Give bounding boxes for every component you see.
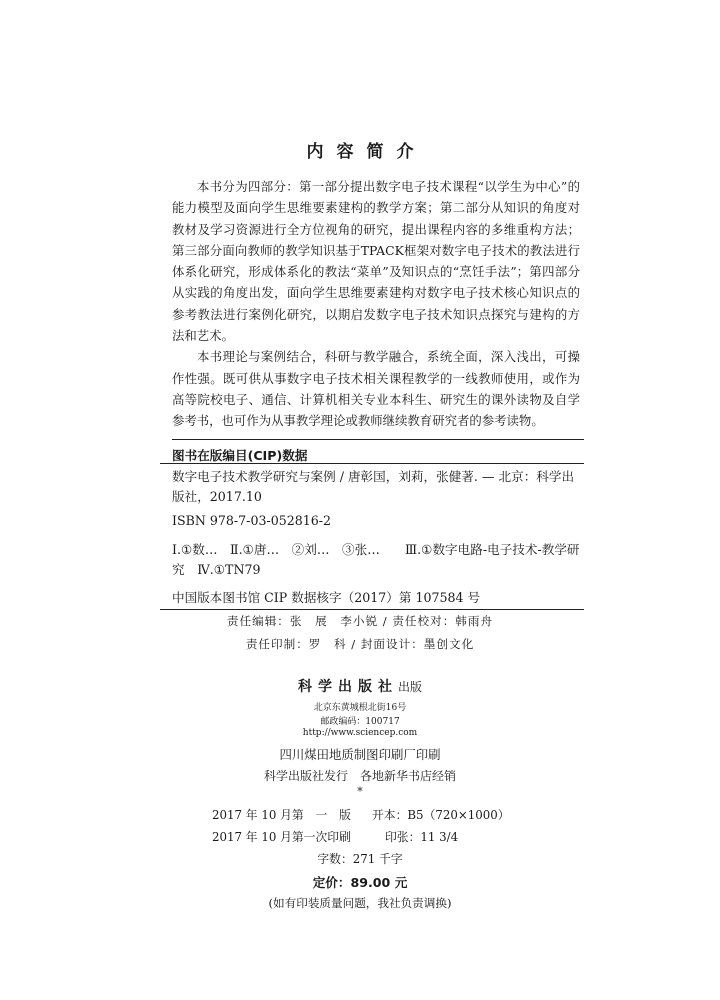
printed-sheets: 印张：11 3/4 [385, 830, 459, 844]
separator-asterisk: * [357, 785, 363, 798]
summary-body [172, 176, 580, 432]
cip-entry: 数字电子技术教学研究与案例 / 唐彰国，刘莉，张健著. — 北京：科学出版社，2017.10 [172, 469, 575, 504]
cip-heading: 图书在版编目(CIP)数据 [172, 448, 308, 463]
quality-note: (如有印装质量问题，我社负责调换) [268, 896, 452, 910]
cip-isbn: ISBN 978-7-03-052816-2 [172, 513, 332, 528]
word-count: 字数：271 千字 [317, 852, 403, 866]
publisher-suffix: 出版 [397, 680, 422, 694]
cip-bottom-rule [160, 609, 584, 610]
editor-credits: 责任编辑：张 展 李小锐 / 责任校对：韩雨舟 [226, 614, 494, 628]
cip-classification: Ⅰ.①数… Ⅱ.①唐… ②刘… ③张… Ⅲ.①数字电路-电子技术-教学研究 Ⅳ.①TN79 [172, 542, 580, 577]
price: 定价：89.00 元 [312, 875, 408, 890]
publisher-name: 科学出版社 [297, 679, 398, 695]
summary-paragraph-1: 本书分为四部分：第一部分提出数字电子技术课程“以学生为中心”的能力模型及面向学生思维要素建构的教学方案；第二部分从知识的角度对教材及学习资源进行全方位视角的研究，提出课程内容的多维重构方法；第三部分面向教师的教学知识基于TPACK框架对数字电子技术的教法进行体系化研究，形成体系化的教法“菜单”及知识点的“烹饪手法”；第四部分从实践的角度出发，面向学生思维要素建构对数字电子技术核心知识点的参考教法进行案例化研究，以期启发数字电子技术知识点探究与建构的方法和艺术。 [172, 179, 580, 344]
printer-line: 四川煤田地质制图印刷厂印刷 [279, 747, 441, 762]
distribution-line: 科学出版社发行 各地新华书店经销 [263, 769, 456, 783]
publisher-line [0, 676, 720, 696]
book-format: 开本：B5（720×1000） [372, 808, 510, 822]
summary-paragraph-2: 本书理论与案例结合，科研与教学融合，系统全面，深入浅出，可操作性强。既可供从事数字电子技术相关课程教学的一线教师使用，或作为高等院校电子、通信、计算机相关专业本科生、研究生的课外读物及自学参考书，也可作为从事教学理论或教师继续教育研究者的参考读物。 [172, 349, 580, 429]
publisher-url: http://www.sciencep.com [302, 728, 418, 738]
summary-title: 内容简介 [306, 142, 427, 162]
cip-heading-rule [160, 463, 584, 464]
print-date: 2017 年 10 月第一次印刷 [212, 830, 351, 844]
publisher-address: 北京东黄城根北街16号 [313, 703, 407, 713]
production-credits: 责任印制：罗 科 / 封面设计：墨创文化 [245, 637, 475, 651]
edition-date: 2017 年 10 月第 一 版 [212, 808, 351, 822]
publisher-postcode: 邮政编码：100717 [320, 717, 400, 727]
cip-library-record: 中国版本图书馆 CIP 数据核字（2017）第 107584 号 [172, 590, 481, 605]
cip-top-rule [172, 439, 584, 440]
